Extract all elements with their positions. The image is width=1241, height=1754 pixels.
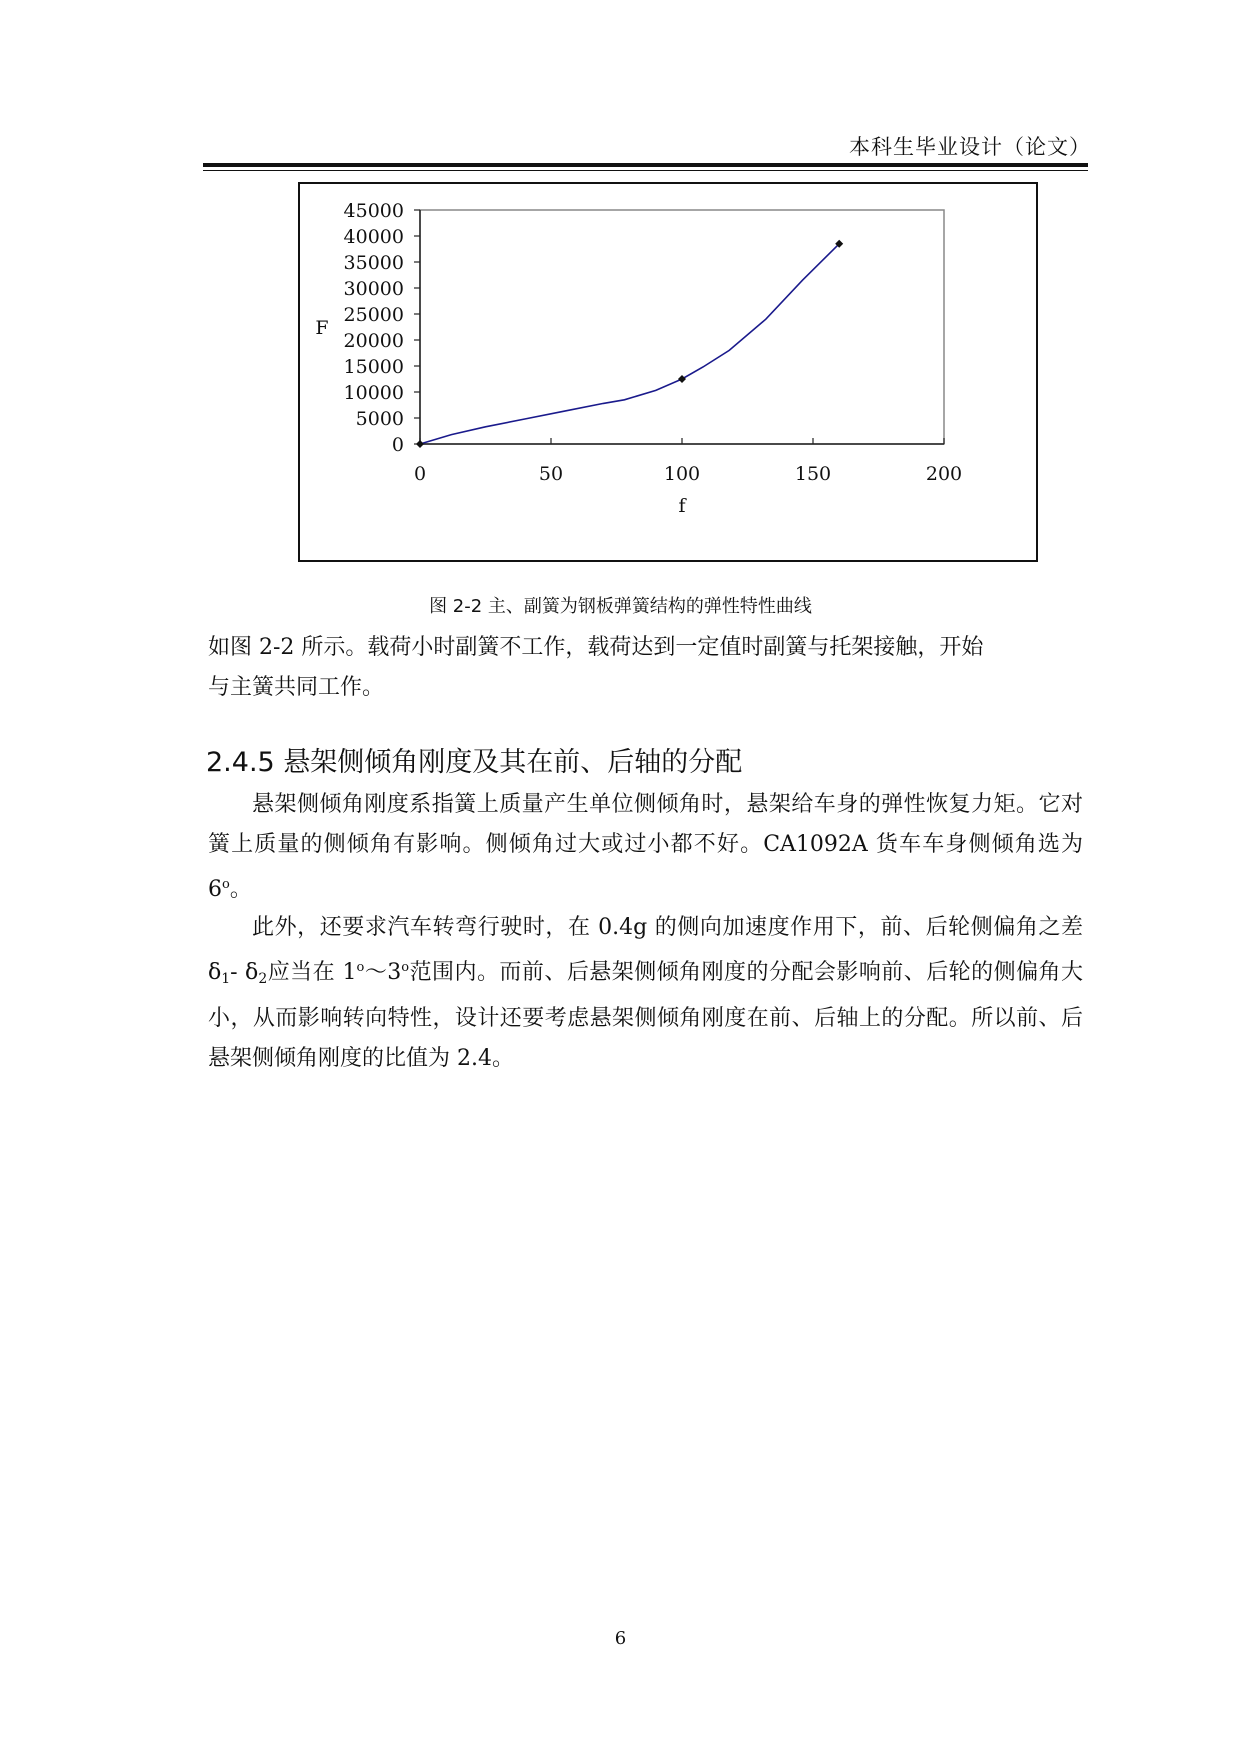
y-axis-label: F — [315, 317, 329, 339]
paragraph-2-end: 。 — [229, 877, 252, 902]
degree-mark-1: o — [356, 960, 365, 975]
y-tick-label: 40000 — [343, 226, 404, 248]
x-tick-label: 200 — [925, 463, 963, 485]
paragraph-3 — [208, 908, 1083, 1079]
data-point-marker — [416, 440, 424, 448]
paragraph-3-part-d: ～3 — [364, 960, 402, 985]
degree-mark: o — [222, 877, 230, 892]
x-axis-label: f — [678, 495, 686, 517]
x-tick-label: 150 — [794, 463, 832, 485]
figure-caption: 图 2-2 主、副簧为钢板弹簧结构的弹性特性曲线 — [429, 596, 812, 617]
paragraph-3-part-a: 此外，还要求汽车转弯行驶时，在 0.4g 的侧向加速度作用下，前、后轮侧偏角之差 δ — [208, 915, 1083, 985]
y-tick-label: 45000 — [343, 200, 404, 222]
plot-area-border — [420, 210, 944, 444]
x-tick-label: 50 — [538, 463, 564, 485]
subscript-2: 2 — [258, 971, 268, 987]
page-number: 6 — [614, 1628, 627, 1649]
y-tick-label: 0 — [391, 434, 404, 456]
paragraph-3-part-b: - δ — [230, 960, 259, 985]
paragraph-3-part-c: 应当在 1 — [267, 960, 357, 985]
y-tick-label: 5000 — [355, 408, 404, 430]
y-tick-label: 25000 — [343, 304, 404, 326]
header-rule-thick — [203, 163, 1088, 167]
paragraph-1-line-2: 与主簧共同工作。 — [208, 675, 385, 700]
paragraph-1-line-1: 如图 2-2 所示。载荷小时副簧不工作，载荷达到一定值时副簧与托架接触，开始 — [208, 635, 984, 660]
y-tick-label: 35000 — [343, 252, 404, 274]
subscript-1: 1 — [221, 971, 231, 987]
y-tick-label: 20000 — [343, 330, 404, 352]
data-point-marker — [678, 375, 686, 383]
x-tick-label: 100 — [663, 463, 701, 485]
figure-frame — [298, 182, 1038, 562]
section-heading: 2.4.5 悬架侧倾角刚度及其在前、后轴的分配 — [206, 747, 743, 778]
paragraph-3-part-e: 范围内。而前、后悬架侧倾角刚度的分配会影响前、后轮的侧偏角大小，从而影响转向特性，设计还要考虑悬架侧倾角刚度在前、后轴上的分配。所以前、后悬架侧倾角刚度的比值为 2.4。 — [208, 960, 1083, 1071]
y-tick-label: 30000 — [343, 278, 404, 300]
paragraph-2 — [208, 785, 1083, 910]
degree-mark-2: o — [401, 960, 410, 975]
x-tick-label: 0 — [413, 463, 427, 485]
series-line — [420, 244, 839, 444]
paragraph-2-text: 悬架侧倾角刚度系指簧上质量产生单位侧倾角时，悬架给车身的弹性恢复力矩。它对簧上质量的侧倾角有影响。侧倾角过大或过小都不好。CA1092A 货车车身侧倾角选为 6 — [208, 792, 1083, 902]
header-title: 本科生毕业设计（论文） — [849, 135, 1091, 159]
elastic-characteristic-chart — [300, 184, 1036, 560]
y-tick-label: 15000 — [343, 356, 404, 378]
header-rule-thin — [203, 170, 1088, 171]
y-tick-label: 10000 — [343, 382, 404, 404]
